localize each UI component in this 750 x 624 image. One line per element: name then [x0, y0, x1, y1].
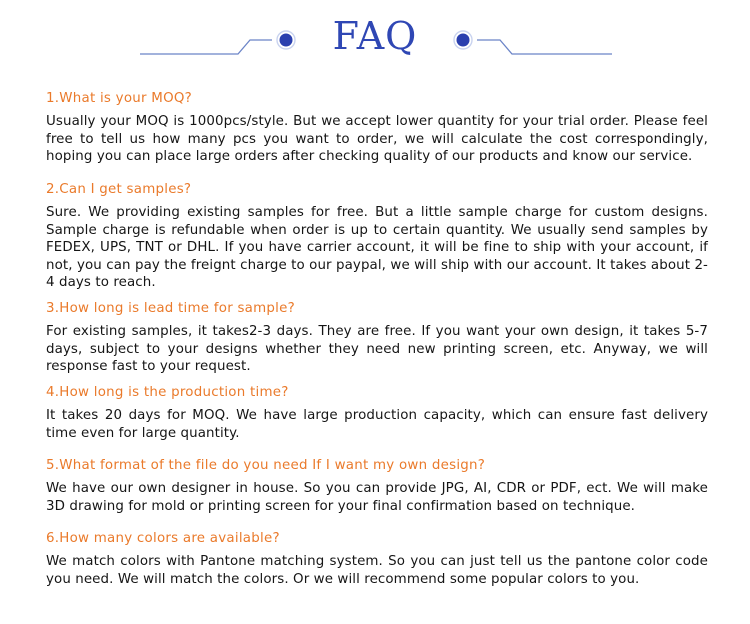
faq-answer: For existing samples, it takes2-3 days. They are free. If you want your own design, it takes 5-7 days, subject to your designs whether they need new printing screen, etc. Anyway, we will response fast to your request.	[46, 324, 708, 375]
faq-item-1	[46, 90, 708, 166]
faq-question: 3.How long is lead time for sample?	[46, 301, 295, 316]
faq-item-3	[46, 300, 708, 376]
faq-answer: It takes 20 days for MOQ. We have large production capacity, which can ensure fast delivery time even for large quantity.	[46, 408, 708, 441]
faq-item-2	[46, 181, 708, 292]
faq-question: 1.What is your MOQ?	[46, 91, 193, 106]
faq-item-5	[46, 457, 708, 515]
faq-item-4	[46, 384, 708, 442]
faq-answer: We have our own designer in house. So you can provide JPG, AI, CDR or PDF, ect. We will make 3D drawing for mold or printing screen for your final confirmation based on technique.	[46, 481, 708, 514]
faq-item-6	[46, 530, 708, 588]
faq-answer: Usually your MOQ is 1000pcs/style. But we accept lower quantity for your trial order. Please feel free to tell us how many pcs you want to order, we will calculate the cost correspondingly, hoping you can place large orders after checking quality of our products and know our service.	[46, 114, 708, 165]
faq-answer: We match colors with Pantone matching system. So you can just tell us the pantone color code you need. We will match the colors. Or we will recommend some popular colors to you.	[46, 554, 708, 587]
faq-answer: Sure. We providing existing samples for free. But a little sample charge for custom designs. Sample charge is refundable when order is up to certain quantity. We usually send samples by FEDEX, UPS, TNT or DHL. If you have carrier account, it will be fine to ship with your account, if not, you can pay the freignt charge to our paypal, we will ship with our account. It takes about 2-4 days to reach.	[46, 205, 708, 291]
page-title: FAQ	[332, 14, 418, 58]
faq-question: 5.What format of the file do you need If I want my own design?	[46, 458, 486, 473]
faq-header	[0, 0, 750, 80]
faq-question: 4.How long is the production time?	[46, 385, 289, 400]
faq-question: 6.How many colors are available?	[46, 531, 280, 546]
faq-question: 2.Can I get samples?	[46, 182, 192, 197]
